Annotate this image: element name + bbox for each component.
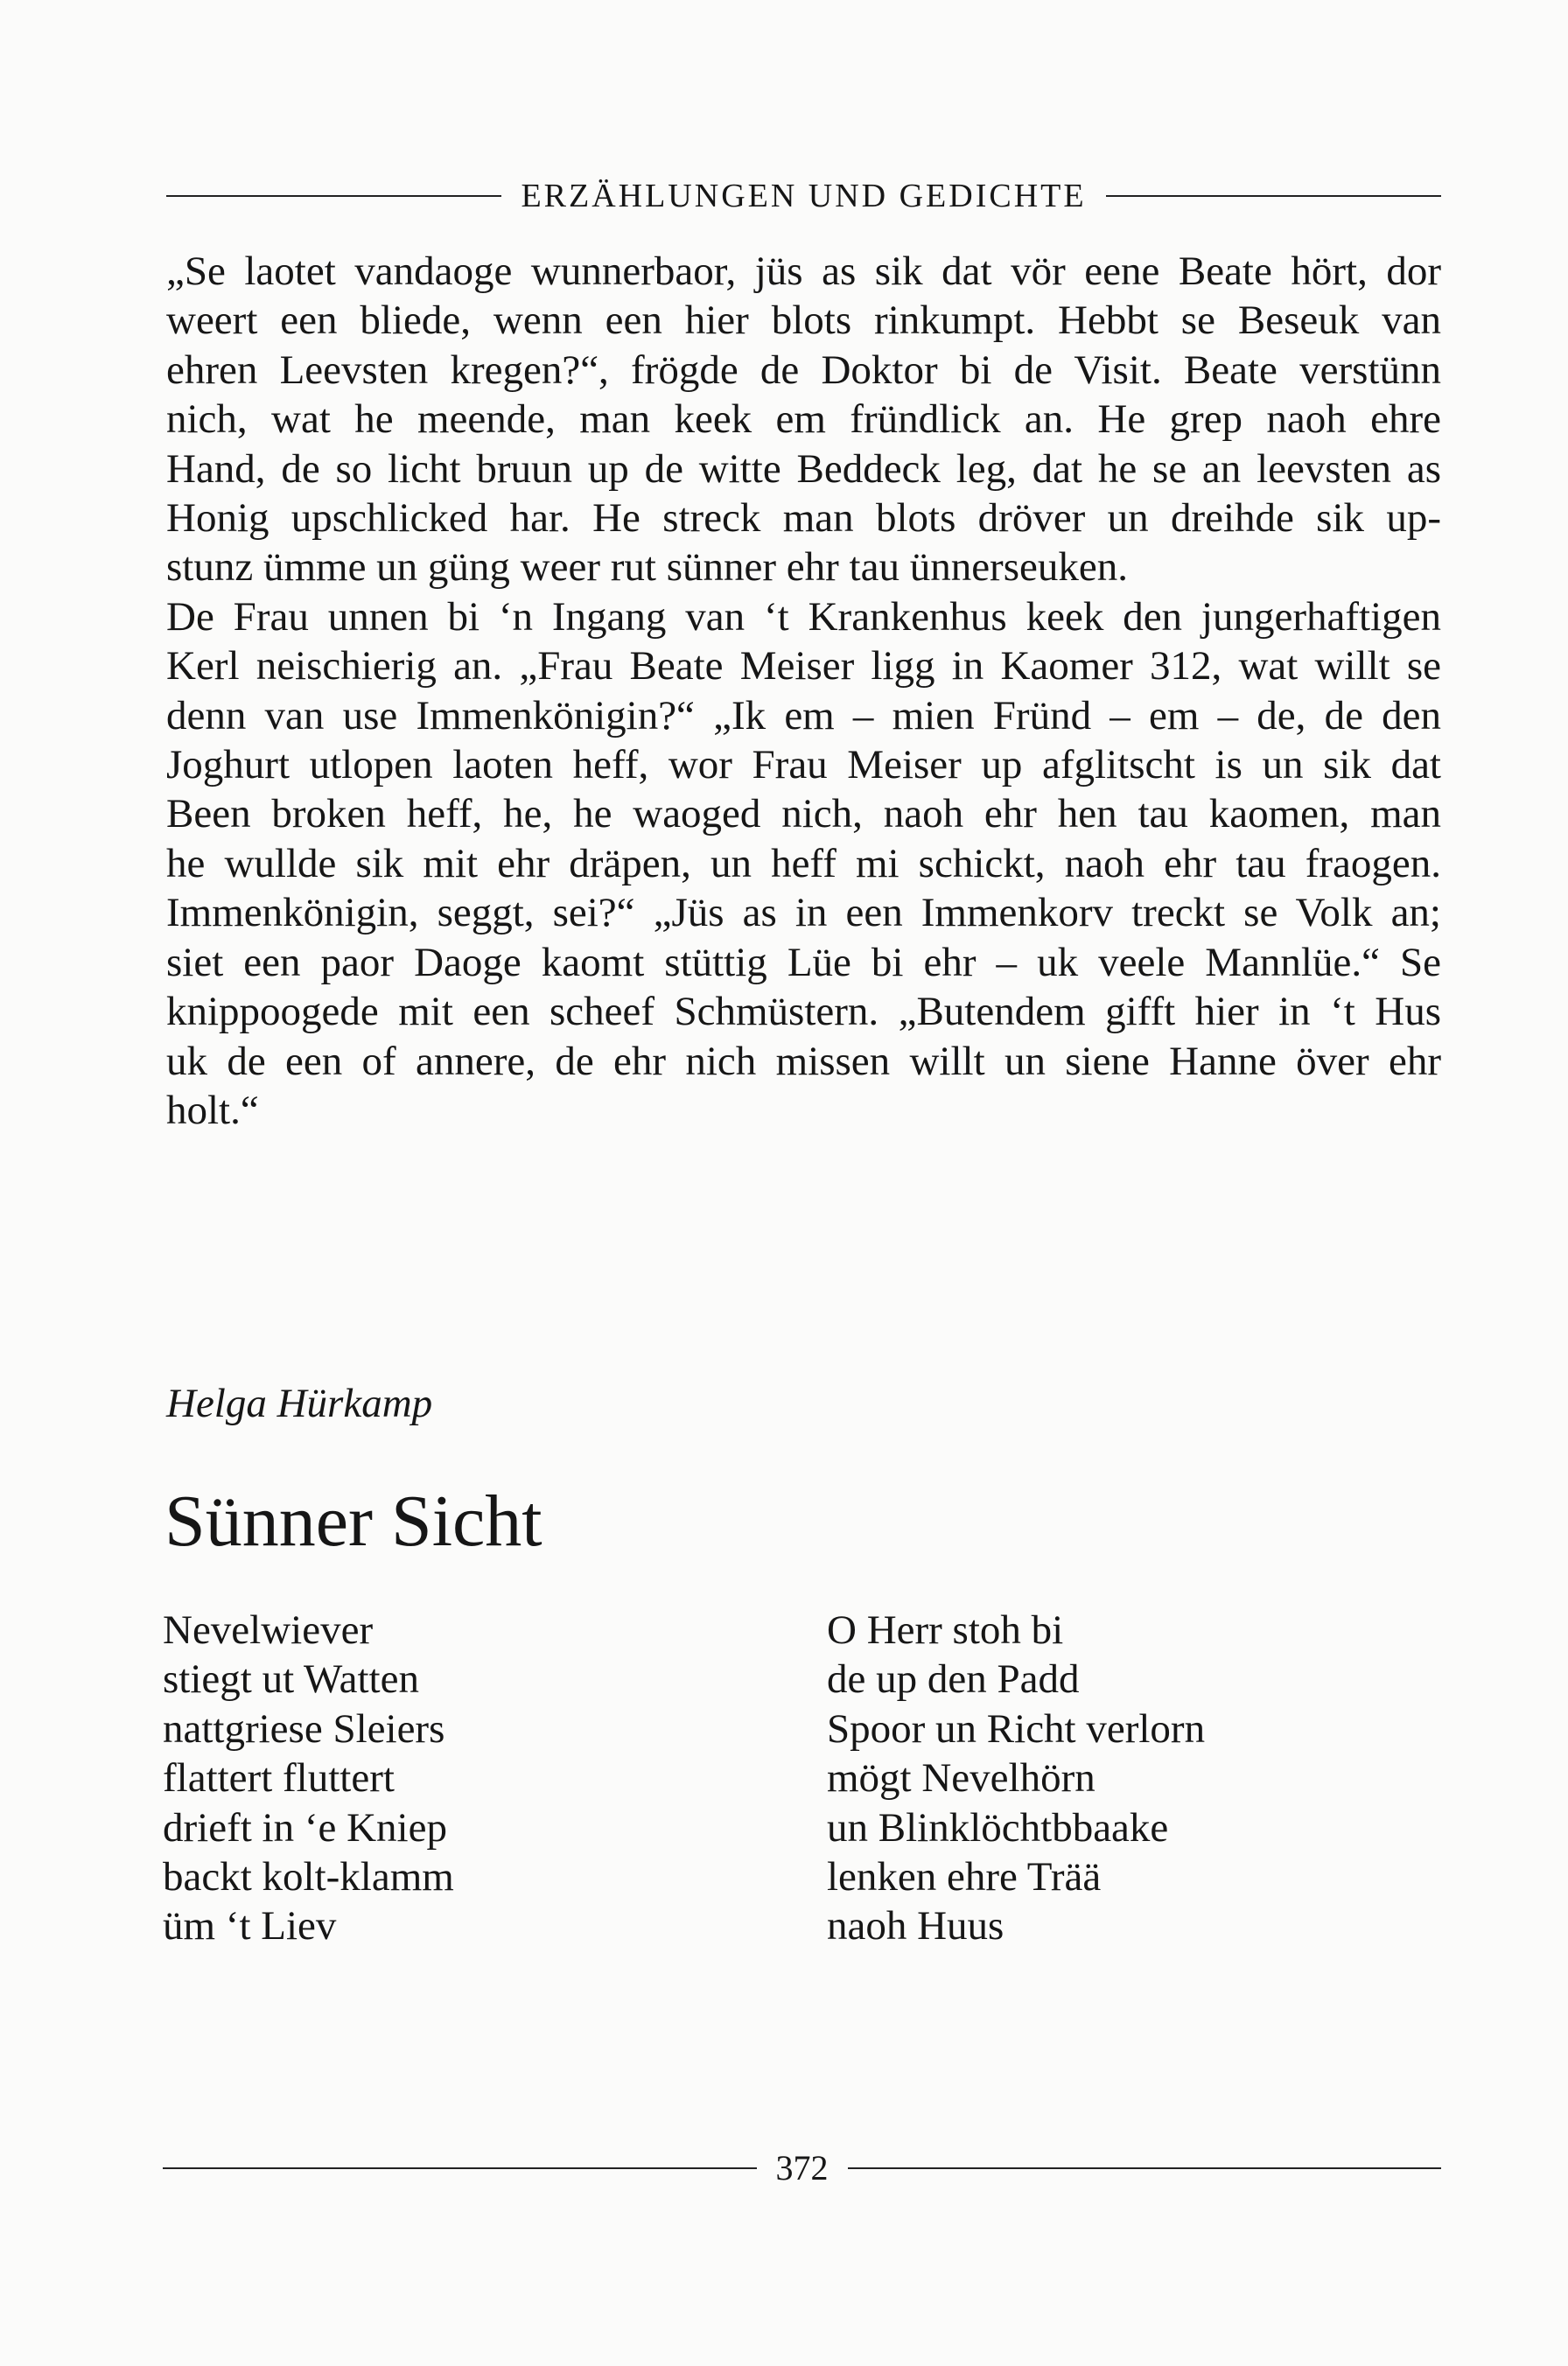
prose-line: Hand, de so licht bruun up de witte Beddeck leg, dat he se an leevsten as [166, 445, 1441, 492]
prose-line: Immenkönigin, seggt, sei?“ „Jüs as in een Immenkorv treckt se Volk an; [166, 890, 1441, 936]
prose-line: denn van use Immenkönigin?“ „Ik em – mien Fründ – em – de, de den [166, 692, 1441, 738]
prose-line: weert een bliede, wenn een hier blots rinkumpt. Hebbt se Beseuk van [166, 298, 1441, 344]
prose-line: Honig upschlicked har. He streck man blots dröver un dreihde sik up- [166, 495, 1441, 542]
running-head-title: ERZÄHLUNGEN UND GEDICHTE [521, 178, 1087, 214]
paragraph [166, 592, 1441, 1135]
verse-line: drieft in ‘e Kniep [163, 1804, 447, 1851]
prose-line: ehren Leevsten kregen?“, frögde de Doktor bi de Visit. Beate verstünn [166, 346, 1441, 393]
running-head-rule-right [1106, 195, 1441, 197]
prose-line: nich, wat he meende, man keek em fründlick an. He grep naoh ehre [166, 396, 1441, 443]
verse-line: stiegt ut Watten [163, 1656, 419, 1703]
prose-line: uk de een of annere, de ehr nich missen willt un siene Hanne över ehr [166, 1038, 1441, 1084]
prose-text [166, 247, 1441, 1135]
prose-line: Joghurt utlopen laoten heff, wor Frau Meiser up afglitscht is un sik dat [166, 742, 1441, 788]
verse-line: mögt Nevelhörn [827, 1755, 1096, 1802]
prose-line: De Frau unnen bi ‘n Ingang van ‘t Krankenhus keek den jungerhaftigen [166, 593, 1441, 640]
verse-line: un Blinklöchtbbaake [827, 1804, 1169, 1851]
prose-line: siet een paor Daoge kaomt stüttig Lüe bi ehr – uk veele Mannlüe.“ Se [166, 939, 1441, 985]
prose-line: he wullde sik mit ehr dräpen, un heff mi schickt, naoh ehr tau fraogen. [166, 840, 1441, 886]
poem-author: Helga Hürkamp [166, 1381, 433, 1426]
page-number: 372 [775, 2148, 829, 2188]
running-head-rule-left [166, 195, 501, 197]
verse-line: flattert fluttert [163, 1755, 395, 1802]
poem-column-right [827, 1606, 1205, 1951]
verse-line: de up den Padd [827, 1656, 1080, 1703]
verse-line: backt kolt-klamm [163, 1854, 454, 1900]
poem-column-left [163, 1606, 454, 1951]
verse-line: naoh Huus [827, 1903, 1004, 1950]
verse-line: nattgriese Sleiers [163, 1705, 445, 1752]
running-head [166, 175, 1441, 217]
prose-line: holt.“ [166, 1087, 259, 1133]
footer-rule-left [163, 2167, 757, 2169]
prose-line: „Se laotet vandaoge wunnerbaor, jüs as sik dat vör eene Beate hört, dor [166, 248, 1441, 294]
verse-line: üm ‘t Liev [163, 1903, 337, 1950]
prose-line: Kerl neischierig an. „Frau Beate Meiser ligg in Kaomer 312, wat willt se [166, 643, 1441, 690]
verse-line: Spoor un Richt verlorn [827, 1705, 1206, 1752]
footer-rule-right [848, 2167, 1442, 2169]
prose-line: Been broken heff, he, he waoged nich, naoh ehr hen tau kaomen, man [166, 791, 1441, 837]
page-footer [163, 2147, 1441, 2189]
poem-title: Sünner Sicht [164, 1480, 542, 1562]
prose-line: knippoogede mit een scheef Schmüstern. „Butendem gifft hier in ‘t Hus [166, 989, 1441, 1035]
paragraph [166, 247, 1441, 592]
verse-line: Nevelwiever [163, 1607, 374, 1653]
verse-line: O Herr stoh bi [827, 1607, 1064, 1653]
verse-line: lenken ehre Trää [827, 1854, 1102, 1900]
prose-line: stunz ümme un güng weer rut sünner ehr tau ünnerseuken. [166, 544, 1128, 591]
